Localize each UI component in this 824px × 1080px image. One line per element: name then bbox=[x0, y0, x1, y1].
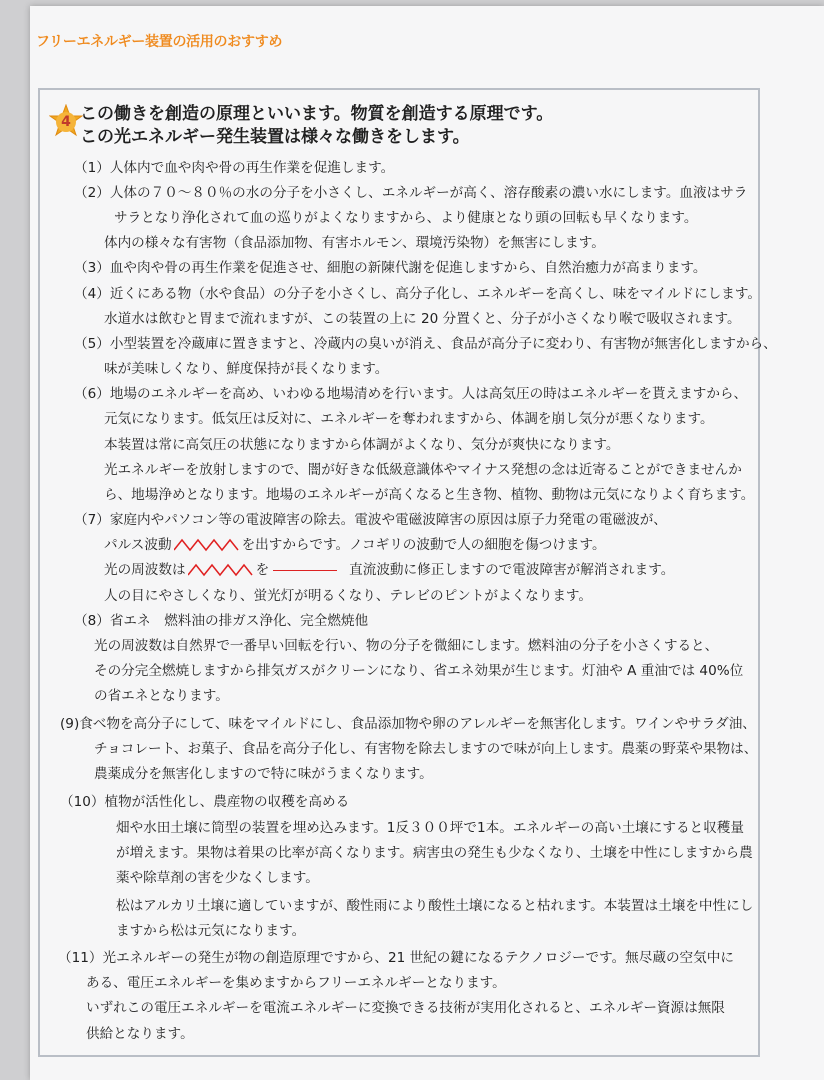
text-line: その分完全燃焼しますから排気ガスがクリーンになり、省エネ効果が生じます。灯油や A 重油では 40%位 bbox=[94, 663, 744, 679]
pulse-wave-line bbox=[104, 535, 606, 555]
text-line: ますから松は元気になります。 bbox=[116, 923, 306, 939]
zigzag-wave-icon bbox=[174, 538, 240, 552]
intro-line-2: この光エネルギー発生装置は様々な働きをします。 bbox=[80, 127, 470, 147]
item-2: （2）人体の７０～８０％の水の分子を小さくし、エネルギーが高く、溶存酸素の濃い水にします。血液はサラ bbox=[74, 185, 748, 201]
item-7: （7）家庭内やパソコン等の電波障害の除去。電波や電磁波障害の原因は原子力発電の電磁波が、 bbox=[74, 512, 667, 528]
text-line: 水道水は飲むと胃まで流れますが、この装置の上に 20 分置くと、分子が小さくなり喉で吸収されます。 bbox=[104, 311, 741, 327]
text-line: 元気になります。低気圧は反対に、エネルギーを奪われますから、体調を崩し気分が悪くなります。 bbox=[104, 411, 714, 427]
item-4: （4）近くにある物（水や食品）の分子を小さくし、高分子化し、エネルギーを高くし、味をマイルドにします。 bbox=[74, 286, 761, 302]
text-line: ある、電圧エネルギーを集めますからフリーエネルギーとなります。 bbox=[86, 975, 506, 991]
text-line: 薬や除草剤の害を少なくします。 bbox=[116, 870, 319, 886]
item-3: （3）血や肉や骨の再生作業を促進させ、細胞の新陳代謝を促進しますから、自然治癒力が高まります。 bbox=[74, 260, 707, 276]
section-intro bbox=[80, 103, 740, 149]
section-number-badge: 4 bbox=[56, 112, 76, 132]
item-9: (9)食べ物を高分子にして、味をマイルドにし、食品添加物や卵のアレルギーを無害化します。ワインやサラダ油、 bbox=[60, 716, 756, 732]
light-frequency-particle: を bbox=[255, 562, 270, 578]
text-line: 光の周波数は自然界で一番早い回転を行い、物の分子を微細にします。燃料油の分子を小さくすると、 bbox=[94, 638, 719, 654]
item-11: （11）光エネルギーの発生が物の創造原理ですから、21 世紀の鍵になるテクノロジーです。無尽蔵の空気中に bbox=[58, 950, 734, 966]
straight-wave-icon bbox=[273, 570, 337, 571]
pulse-wave-label: パルス波動 bbox=[104, 537, 172, 553]
text-line: の省エネとなります。 bbox=[94, 688, 229, 704]
item-6: （6）地場のエネルギーを高め、いわゆる地場清めを行います。人は高気圧の時はエネルギーを貰えますから、 bbox=[74, 386, 748, 402]
pulse-wave-text: を出すからです。ノコギリの波動で人の細胞を傷つけます。 bbox=[241, 537, 606, 553]
page-header-title: フリーエネルギー装置の活用のおすすめ bbox=[36, 34, 283, 50]
item-5: （5）小型装置を冷蔵庫に置きますと、冷蔵内の臭いが消え、食品が高分子に変わり、有害物が無害化しますから、 bbox=[74, 336, 777, 352]
light-frequency-line bbox=[104, 560, 674, 580]
text-line: ら、地場浄めとなります。地場のエネルギーが高くなると生き物、植物、動物は元気になりよく育ちます。 bbox=[104, 487, 755, 503]
text-line: チョコレート、お菓子、食品を高分子化し、有害物を除去しますので味が向上します。農薬の野菜や果物は、 bbox=[94, 741, 758, 757]
text-line: 畑や水田土壌に筒型の装置を埋め込みます。1反３００坪で1本。エネルギーの高い土壌にすると収穫量 bbox=[116, 820, 744, 836]
light-frequency-text: 直流波動に修正しますので電波障害が解消されます。 bbox=[349, 562, 675, 578]
text-line: 供給となります。 bbox=[86, 1026, 194, 1042]
text-line: 松はアルカリ土壌に適していますが、酸性雨により酸性土壌になると枯れます。本装置は土壌を中性にし bbox=[116, 898, 754, 914]
item-8: （8）省エネ 燃料油の排ガス浄化、完全燃焼他 bbox=[74, 613, 369, 629]
text-line: が増えます。果物は着果の比率が高くなります。病害虫の発生も少なくなり、土壌を中性にしますから農 bbox=[116, 845, 753, 861]
text-line: 体内の様々な有害物（食品添加物、有害ホルモン、環境汚染物）を無害にします。 bbox=[104, 235, 605, 251]
text-line: 味が美味しくなり、鮮度保持が長くなります。 bbox=[104, 361, 389, 377]
item-10: （10）植物が活性化し、農産物の収穫を高める bbox=[60, 794, 350, 810]
zigzag-wave-icon bbox=[188, 563, 254, 577]
text-line: 本装置は常に高気圧の状態になりますから体調がよくなり、気分が爽快になります。 bbox=[104, 437, 620, 453]
text-line: サラとなり浄化されて血の巡りがよくなりますから、より健康となり頭の回転も早くなります。 bbox=[114, 210, 698, 226]
text-line: 光エネルギーを放射しますので、闇が好きな低級意識体やマイナス発想の念は近寄ることができませんか bbox=[104, 462, 742, 478]
light-frequency-label: 光の周波数は bbox=[104, 562, 186, 578]
text-line: 農薬成分を無害化しますので特に味がうまくなります。 bbox=[94, 766, 433, 782]
text-line: いずれこの電圧エネルギーを電流エネルギーに変換できる技術が実用化されると、エネルギー資源は無限 bbox=[86, 1000, 725, 1016]
item-1: （1）人体内で血や肉や骨の再生作業を促進します。 bbox=[74, 160, 395, 176]
intro-line-1: この働きを創造の原理といいます。物質を創造する原理です。 bbox=[80, 104, 554, 124]
text-line: 人の目にやさしくなり、蛍光灯が明るくなり、テレビのピントがよくなります。 bbox=[104, 588, 593, 604]
